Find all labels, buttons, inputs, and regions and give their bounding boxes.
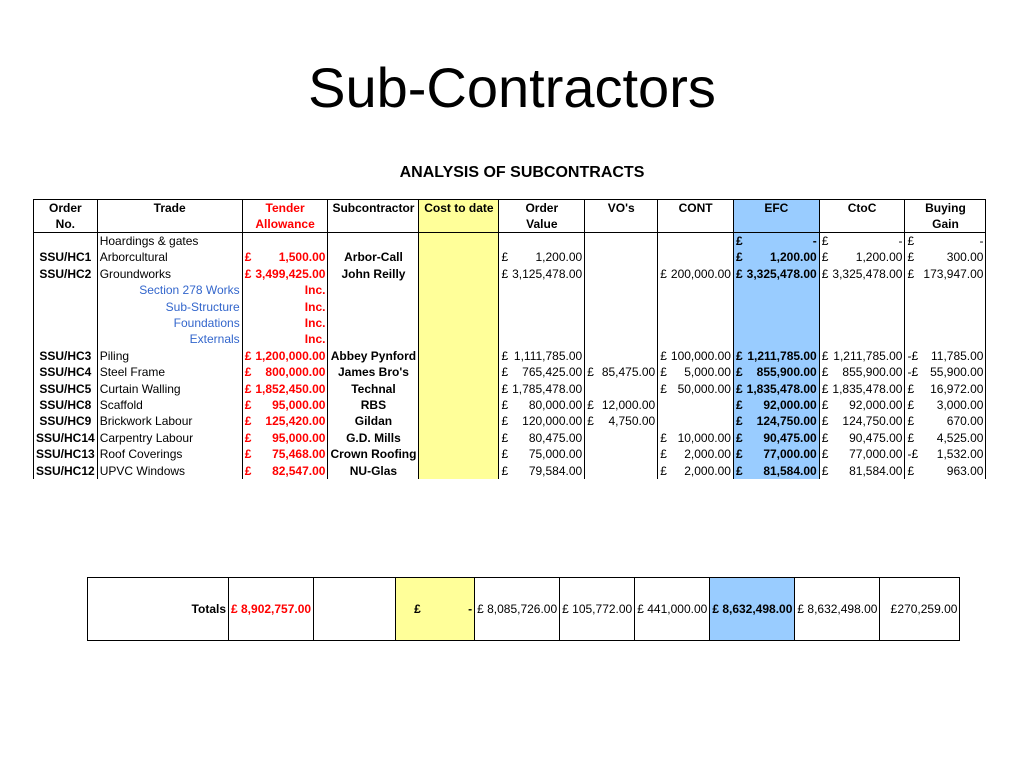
order-value-cell: £ 79,584.00 bbox=[499, 463, 585, 479]
order-no-cell bbox=[34, 233, 98, 250]
header-tender: Tender bbox=[242, 200, 328, 217]
ctoc-cell: £ 77,000.00 bbox=[819, 446, 905, 462]
cont-cell bbox=[658, 299, 734, 315]
totals-row bbox=[88, 578, 960, 641]
table-row bbox=[34, 331, 986, 347]
order-no-cell: SSU/HC3 bbox=[34, 348, 98, 364]
cost-to-date-cell bbox=[419, 331, 499, 347]
header-trade: Trade bbox=[97, 200, 242, 217]
table-row bbox=[34, 282, 986, 298]
table-row bbox=[34, 413, 986, 429]
header-tender-2: Allowance bbox=[242, 216, 328, 233]
order-value-cell bbox=[499, 282, 585, 298]
order-no-cell: SSU/HC8 bbox=[34, 397, 98, 413]
subcontracts-table bbox=[33, 199, 986, 479]
totals-efc: £ 8,632,498.00 bbox=[710, 578, 795, 641]
trade-cell: Sub-Structure bbox=[97, 299, 242, 315]
tender-cell: £ 1,200,000.00 bbox=[242, 348, 328, 364]
vos-cell bbox=[585, 282, 658, 298]
order-value-cell: £ 765,425.00 bbox=[499, 364, 585, 380]
ctoc-cell bbox=[819, 282, 905, 298]
vos-cell: £ 12,000.00 bbox=[585, 397, 658, 413]
table-row bbox=[34, 348, 986, 364]
cont-cell bbox=[658, 331, 734, 347]
cost-to-date-cell bbox=[419, 446, 499, 462]
cost-to-date-cell bbox=[419, 364, 499, 380]
tender-cell: £ 125,420.00 bbox=[242, 413, 328, 429]
vos-cell bbox=[585, 315, 658, 331]
header-order-value: Order bbox=[499, 200, 585, 217]
tender-cell: £ 3,499,425.00 bbox=[242, 266, 328, 282]
buying-gain-cell: £ 670.00 bbox=[905, 413, 986, 429]
table-row bbox=[34, 463, 986, 479]
cont-cell: £ 2,000.00 bbox=[658, 446, 734, 462]
tender-cell: Inc. bbox=[242, 315, 328, 331]
buying-gain-cell: £ 16,972.00 bbox=[905, 381, 986, 397]
vos-cell bbox=[585, 233, 658, 250]
ctoc-cell: £ - bbox=[819, 233, 905, 250]
vos-cell: £ 4,750.00 bbox=[585, 413, 658, 429]
tender-cell: £ 95,000.00 bbox=[242, 430, 328, 446]
vos-cell bbox=[585, 430, 658, 446]
order-value-cell: £ 1,111,785.00 bbox=[499, 348, 585, 364]
efc-cell: £ 1,835,478.00 bbox=[733, 381, 819, 397]
totals-table bbox=[87, 577, 960, 641]
header-order-2: No. bbox=[34, 216, 98, 233]
subcontractor-cell: Gildan bbox=[328, 413, 419, 429]
ctoc-cell: £ 124,750.00 bbox=[819, 413, 905, 429]
cont-cell bbox=[658, 397, 734, 413]
table-row bbox=[34, 446, 986, 462]
trade-cell: Curtain Walling bbox=[97, 381, 242, 397]
order-no-cell: SSU/HC14 bbox=[34, 430, 98, 446]
efc-cell: £ 855,900.00 bbox=[733, 364, 819, 380]
cost-to-date-cell bbox=[419, 266, 499, 282]
order-no-cell: SSU/HC1 bbox=[34, 249, 98, 265]
cont-cell: £ 50,000.00 bbox=[658, 381, 734, 397]
trade-cell: Section 278 Works bbox=[97, 282, 242, 298]
ctoc-cell bbox=[819, 299, 905, 315]
table-row bbox=[34, 397, 986, 413]
efc-cell: £ 1,200.00 bbox=[733, 249, 819, 265]
order-value-cell: £ 1,785,478.00 bbox=[499, 381, 585, 397]
subcontractor-cell bbox=[328, 315, 419, 331]
efc-cell: £ 81,584.00 bbox=[733, 463, 819, 479]
totals-ctoc: £ 8,632,498.00 bbox=[795, 578, 880, 641]
efc-cell: £ 77,000.00 bbox=[733, 446, 819, 462]
header-buying-gain-2: Gain bbox=[905, 216, 986, 233]
vos-cell bbox=[585, 381, 658, 397]
cont-cell bbox=[658, 233, 734, 250]
order-value-cell: £ 80,475.00 bbox=[499, 430, 585, 446]
vos-cell bbox=[585, 331, 658, 347]
ctoc-cell: £ 855,900.00 bbox=[819, 364, 905, 380]
cost-to-date-cell bbox=[419, 413, 499, 429]
order-no-cell: SSU/HC13 bbox=[34, 446, 98, 462]
table-row bbox=[34, 233, 986, 250]
order-no-cell: SSU/HC5 bbox=[34, 381, 98, 397]
table-row bbox=[34, 381, 986, 397]
subcontractor-cell: NU-Glas bbox=[328, 463, 419, 479]
trade-cell: Steel Frame bbox=[97, 364, 242, 380]
buying-gain-cell bbox=[905, 299, 986, 315]
order-value-cell: £ 1,200.00 bbox=[499, 249, 585, 265]
totals-buying-gain: £ 270,259.00 bbox=[880, 578, 960, 641]
buying-gain-cell: £ 4,525.00 bbox=[905, 430, 986, 446]
efc-cell: £ 124,750.00 bbox=[733, 413, 819, 429]
subcontractor-cell: Arbor-Call bbox=[328, 249, 419, 265]
buying-gain-cell: -£ 55,900.00 bbox=[905, 364, 986, 380]
buying-gain-cell bbox=[905, 315, 986, 331]
order-no-cell bbox=[34, 299, 98, 315]
subcontractor-cell bbox=[328, 331, 419, 347]
table-row bbox=[34, 299, 986, 315]
cont-cell bbox=[658, 282, 734, 298]
header-cont: CONT bbox=[658, 200, 734, 217]
subcontractor-cell: John Reilly bbox=[328, 266, 419, 282]
header-cost-to-date: Cost to date bbox=[419, 200, 499, 217]
order-value-cell: £ 120,000.00 bbox=[499, 413, 585, 429]
cost-to-date-cell bbox=[419, 397, 499, 413]
cost-to-date-cell bbox=[419, 299, 499, 315]
trade-cell: Piling bbox=[97, 348, 242, 364]
cont-cell bbox=[658, 413, 734, 429]
tender-cell: Inc. bbox=[242, 282, 328, 298]
cost-to-date-cell bbox=[419, 348, 499, 364]
subcontractor-cell bbox=[328, 282, 419, 298]
efc-cell: £ 3,325,478.00 bbox=[733, 266, 819, 282]
efc-cell: £ - bbox=[733, 233, 819, 250]
tender-cell: £ 82,547.00 bbox=[242, 463, 328, 479]
cost-to-date-cell bbox=[419, 463, 499, 479]
order-value-cell bbox=[499, 315, 585, 331]
sheet-title: ANALYSIS OF SUBCONTRACTS bbox=[399, 164, 645, 181]
header-row-1 bbox=[34, 200, 986, 217]
header-subcontractor: Subcontractor bbox=[328, 200, 419, 217]
cost-to-date-cell bbox=[419, 315, 499, 331]
ctoc-cell bbox=[819, 315, 905, 331]
buying-gain-cell: -£ 11,785.00 bbox=[905, 348, 986, 364]
order-no-cell: SSU/HC12 bbox=[34, 463, 98, 479]
vos-cell bbox=[585, 348, 658, 364]
trade-cell: Arborcultural bbox=[97, 249, 242, 265]
subcontractor-cell bbox=[328, 299, 419, 315]
efc-cell: £ 90,475.00 bbox=[733, 430, 819, 446]
cont-cell bbox=[658, 249, 734, 265]
cost-to-date-cell bbox=[419, 233, 499, 250]
vos-cell bbox=[585, 446, 658, 462]
table-row bbox=[34, 266, 986, 282]
header-vos: VO's bbox=[585, 200, 658, 217]
header-row-2 bbox=[34, 216, 986, 233]
cont-cell bbox=[658, 315, 734, 331]
ctoc-cell: £ 90,475.00 bbox=[819, 430, 905, 446]
totals-vos: £ 105,772.00 bbox=[560, 578, 635, 641]
cont-cell: £ 5,000.00 bbox=[658, 364, 734, 380]
order-value-cell: £ 80,000.00 bbox=[499, 397, 585, 413]
order-no-cell bbox=[34, 282, 98, 298]
buying-gain-cell: £ 300.00 bbox=[905, 249, 986, 265]
tender-cell: £ 95,000.00 bbox=[242, 397, 328, 413]
cont-cell: £ 200,000.00 bbox=[658, 266, 734, 282]
efc-cell: £ 92,000.00 bbox=[733, 397, 819, 413]
header-ctoc: CtoC bbox=[819, 200, 905, 217]
ctoc-cell: £ 81,584.00 bbox=[819, 463, 905, 479]
ctoc-cell: £ 1,200.00 bbox=[819, 249, 905, 265]
ctoc-cell bbox=[819, 331, 905, 347]
table-row bbox=[34, 364, 986, 380]
subcontractor-cell: Technal bbox=[328, 381, 419, 397]
header-order: Order bbox=[34, 200, 98, 217]
totals-cost-to-date: £ - bbox=[396, 578, 475, 641]
trade-cell: Carpentry Labour bbox=[97, 430, 242, 446]
order-no-cell: SSU/HC9 bbox=[34, 413, 98, 429]
order-value-cell bbox=[499, 299, 585, 315]
totals-tender: £ 8,902,757.00 bbox=[229, 578, 314, 641]
order-value-cell bbox=[499, 331, 585, 347]
ctoc-cell: £ 1,835,478.00 bbox=[819, 381, 905, 397]
buying-gain-cell bbox=[905, 282, 986, 298]
cost-to-date-cell bbox=[419, 282, 499, 298]
efc-cell bbox=[733, 299, 819, 315]
header-order-value-2: Value bbox=[499, 216, 585, 233]
buying-gain-cell: £ 3,000.00 bbox=[905, 397, 986, 413]
cost-to-date-cell bbox=[419, 249, 499, 265]
ctoc-cell: £ 92,000.00 bbox=[819, 397, 905, 413]
totals-cont: £ 441,000.00 bbox=[635, 578, 710, 641]
tender-cell: £ 1,500.00 bbox=[242, 249, 328, 265]
trade-cell: Foundations bbox=[97, 315, 242, 331]
header-efc: EFC bbox=[733, 200, 819, 217]
order-value-cell: £ 75,000.00 bbox=[499, 446, 585, 462]
subcontractor-cell: RBS bbox=[328, 397, 419, 413]
subcontractor-cell: James Bro's bbox=[328, 364, 419, 380]
trade-cell: Groundworks bbox=[97, 266, 242, 282]
buying-gain-cell bbox=[905, 331, 986, 347]
totals-order-value: £ 8,085,726.00 bbox=[475, 578, 560, 641]
order-value-cell bbox=[499, 233, 585, 250]
table-row bbox=[34, 249, 986, 265]
cost-to-date-cell bbox=[419, 430, 499, 446]
order-no-cell bbox=[34, 331, 98, 347]
order-value-cell: £ 3,125,478.00 bbox=[499, 266, 585, 282]
table-row bbox=[34, 315, 986, 331]
cont-cell: £ 100,000.00 bbox=[658, 348, 734, 364]
efc-cell bbox=[733, 331, 819, 347]
efc-cell bbox=[733, 315, 819, 331]
trade-cell: UPVC Windows bbox=[97, 463, 242, 479]
trade-cell: Externals bbox=[97, 331, 242, 347]
cont-cell: £ 10,000.00 bbox=[658, 430, 734, 446]
tender-cell bbox=[242, 233, 328, 250]
buying-gain-cell: £ - bbox=[905, 233, 986, 250]
tender-cell: £ 800,000.00 bbox=[242, 364, 328, 380]
tender-cell: Inc. bbox=[242, 299, 328, 315]
header-buying-gain: Buying bbox=[905, 200, 986, 217]
trade-cell: Hoardings & gates bbox=[97, 233, 242, 250]
order-no-cell: SSU/HC2 bbox=[34, 266, 98, 282]
subcontractor-cell: G.D. Mills bbox=[328, 430, 419, 446]
tender-cell: £ 75,468.00 bbox=[242, 446, 328, 462]
totals-subcontractor bbox=[314, 578, 396, 641]
subcontractor-cell: Crown Roofing bbox=[328, 446, 419, 462]
totals-label: Totals bbox=[88, 578, 229, 641]
vos-cell bbox=[585, 463, 658, 479]
vos-cell bbox=[585, 299, 658, 315]
buying-gain-cell: -£ 1,532.00 bbox=[905, 446, 986, 462]
tender-cell: Inc. bbox=[242, 331, 328, 347]
tender-cell: £ 1,852,450.00 bbox=[242, 381, 328, 397]
trade-cell: Scaffold bbox=[97, 397, 242, 413]
vos-cell: £ 85,475.00 bbox=[585, 364, 658, 380]
efc-cell: £ 1,211,785.00 bbox=[733, 348, 819, 364]
ctoc-cell: £ 1,211,785.00 bbox=[819, 348, 905, 364]
subcontractor-cell: Abbey Pynford bbox=[328, 348, 419, 364]
order-no-cell: SSU/HC4 bbox=[34, 364, 98, 380]
cost-to-date-cell bbox=[419, 381, 499, 397]
trade-cell: Roof Coverings bbox=[97, 446, 242, 462]
vos-cell bbox=[585, 249, 658, 265]
ctoc-cell: £ 3,325,478.00 bbox=[819, 266, 905, 282]
buying-gain-cell: £ 173,947.00 bbox=[905, 266, 986, 282]
cont-cell: £ 2,000.00 bbox=[658, 463, 734, 479]
table-row bbox=[34, 430, 986, 446]
efc-cell bbox=[733, 282, 819, 298]
order-no-cell bbox=[34, 315, 98, 331]
vos-cell bbox=[585, 266, 658, 282]
trade-cell: Brickwork Labour bbox=[97, 413, 242, 429]
buying-gain-cell: £ 963.00 bbox=[905, 463, 986, 479]
subcontractor-cell bbox=[328, 233, 419, 250]
slide-title: Sub-Contractors bbox=[308, 56, 716, 119]
